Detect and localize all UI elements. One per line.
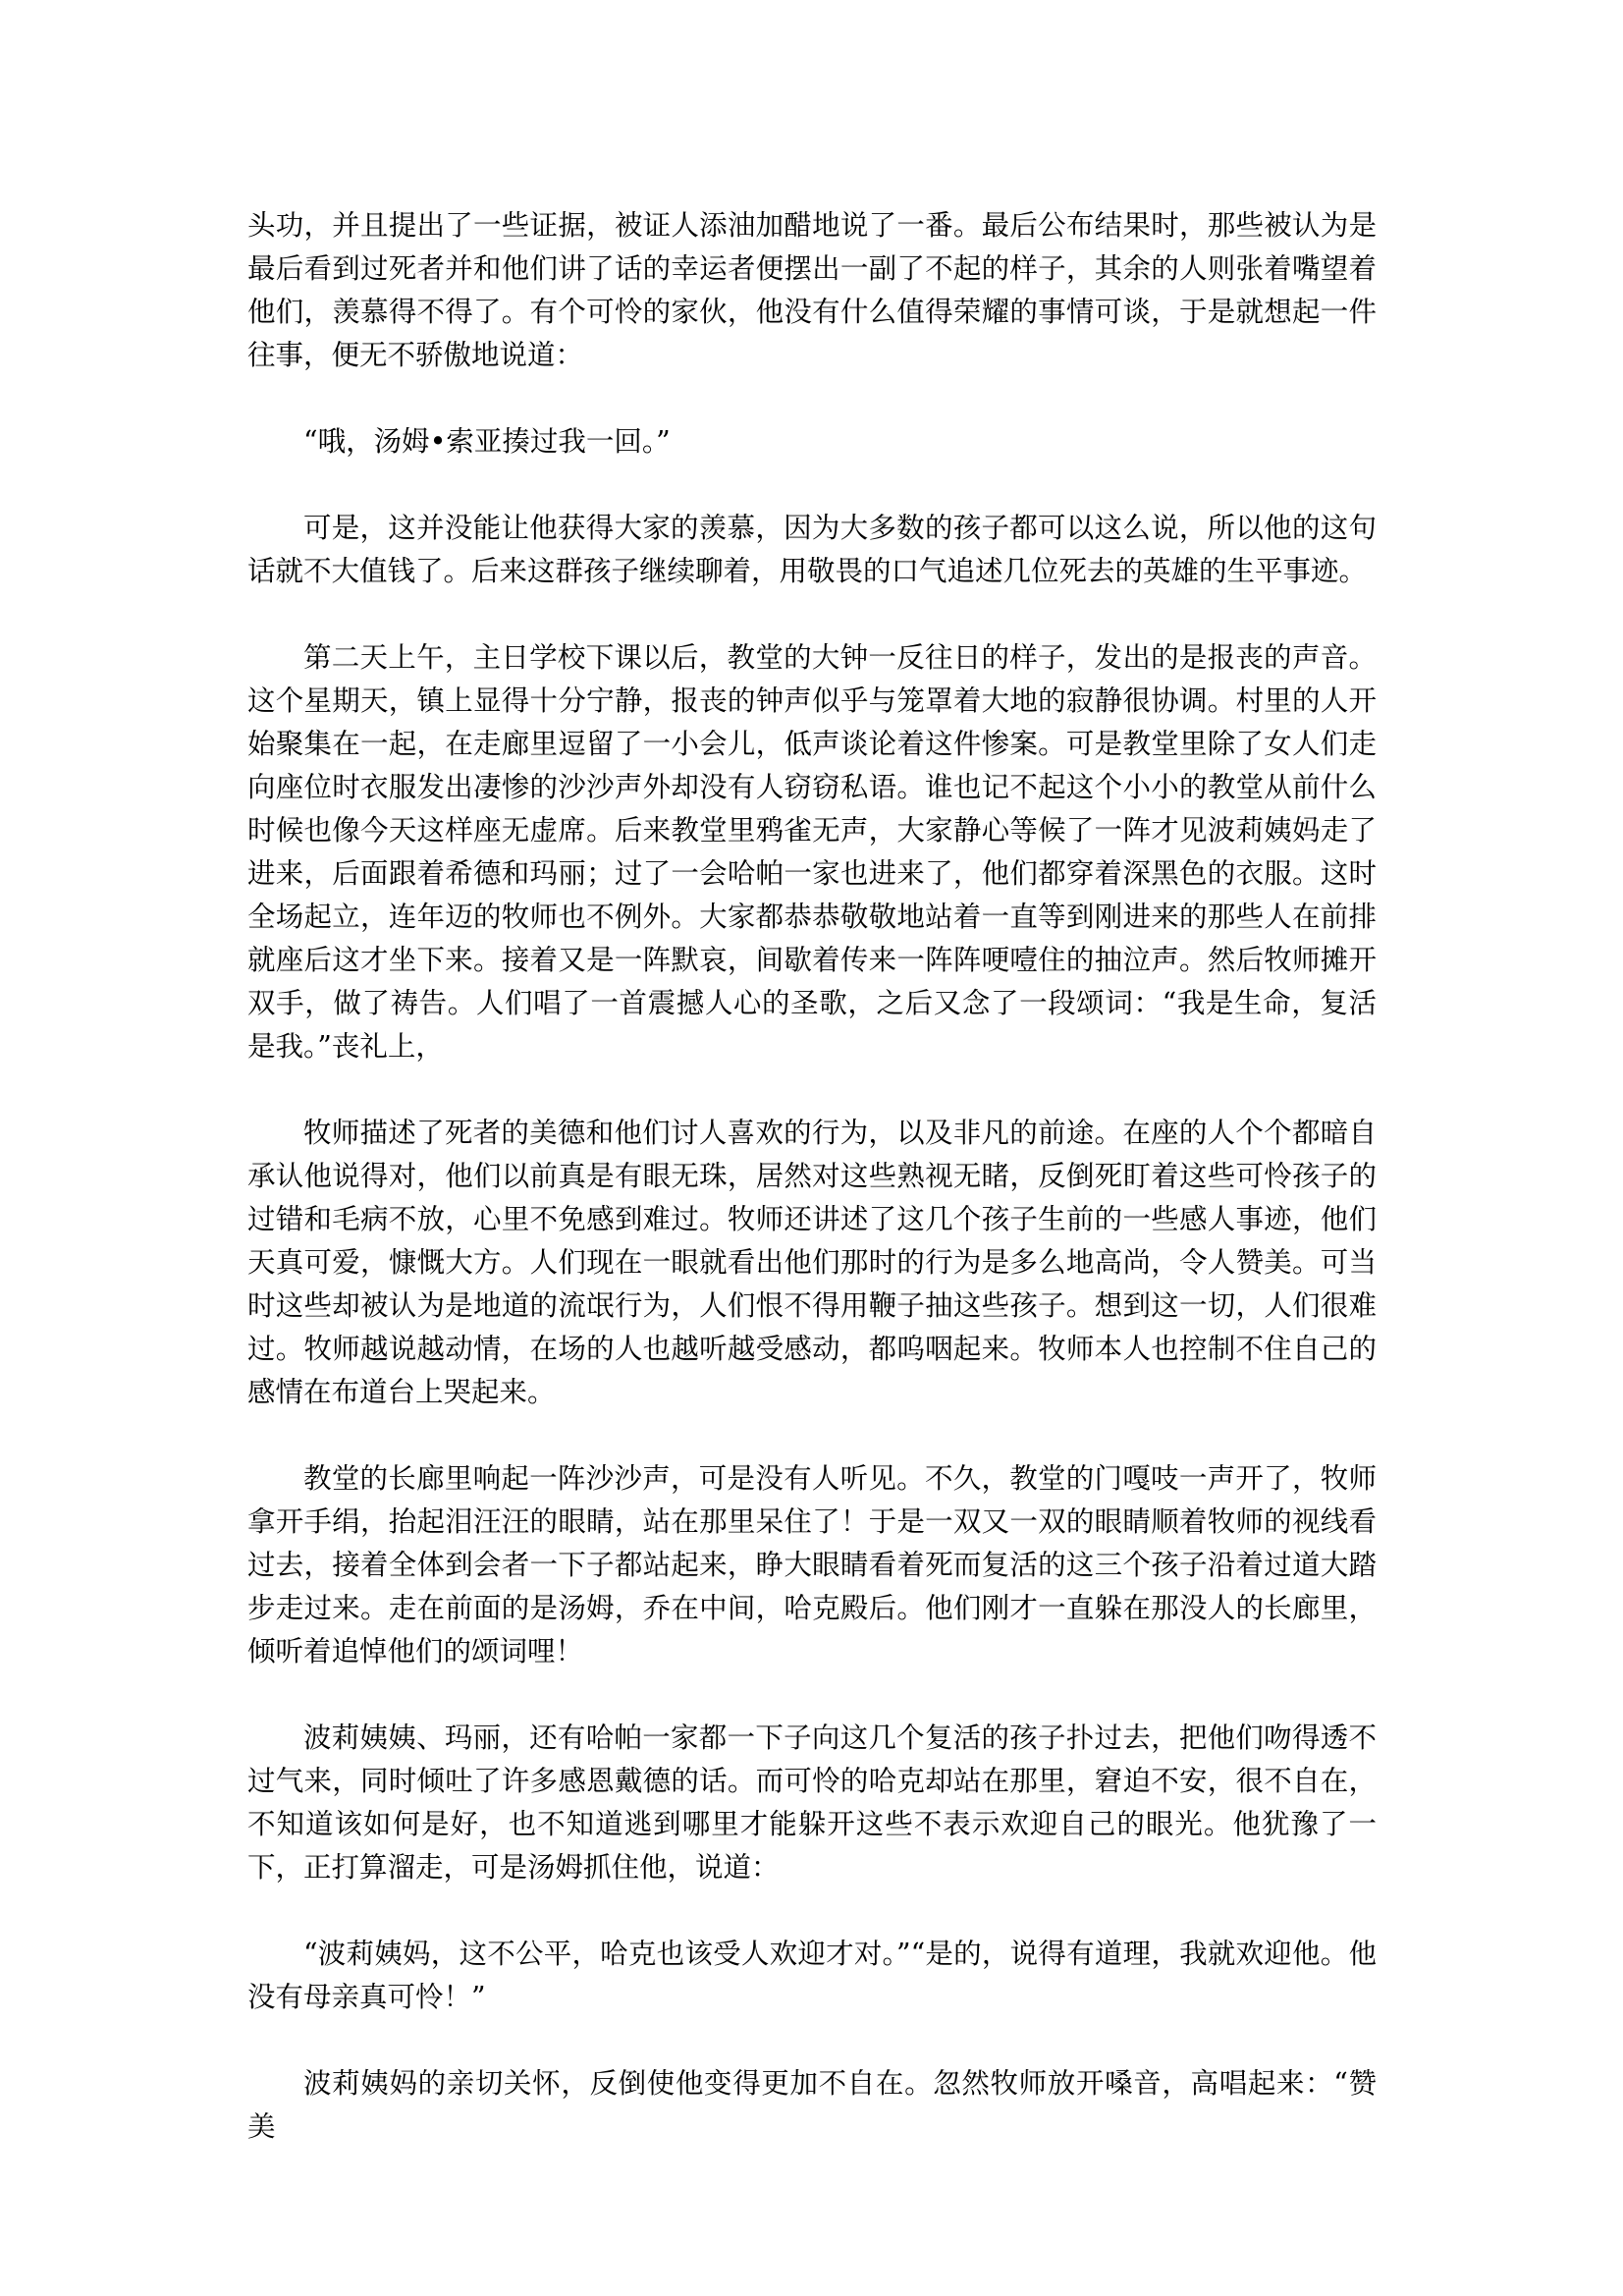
- paragraph-closing-hymn: 波莉姨妈的亲切关怀，反倒使他变得更加不自在。忽然牧师放开嗓音，高唱起来：“赞 美: [247, 2067, 1377, 2143]
- paragraph-minister-eulogy: 牧师描述了死者的美德和他们讨人喜欢的行为，以及非凡的前途。在座的人个个都暗自承认他说得对，他们以前真是有眼无珠，居然对这些熟视无睹，反倒死盯着这些可怜孩子的过错和毛病不放，心里不免感到难过。牧师还讲述了这几个孩子生前的一些感人事迹，他们天真可爱，慷慨大方。人们现在一眼就看出他们那时的行为是多么地高尚，令人赞美。可当时这些却被认为是地道的流氓行为，人们恨不得用鞭子抽这些孩子。想到这一切，人们很难过。牧师越说越动情，在场的人也越听越受感动，都呜咽起来。牧师本人也控制不住自己的感情在布道台上哭起来。: [247, 1117, 1377, 1408]
- paragraph-boys-return: 教堂的长廊里响起一阵沙沙声，可是没有人听见。不久，教堂的门嘎吱一声开了，牧师拿开手绢，抬起泪汪汪的眼睛，站在那里呆住了！于是一双又一双的眼睛顺着牧师的视线看过去，接着全体到会者一下子都站起来，睁大眼睛看着死而复活的这三个孩子沿着过道大踏步走过来。走在前面的是汤姆，乔在中间，哈克殿后。他们刚才一直躲在那没人的长廊里，倾听着追悼他们的颂词哩！: [247, 1462, 1377, 1667]
- paragraph-dialogue-welcome-huck: “波莉姨妈，这不公平，哈克也该受人欢迎才对。”“是的，说得有道理，我就欢迎他。他没有母亲真可怜！”: [247, 1938, 1377, 2013]
- paragraph-dialogue-tom-quote: “哦，汤姆•索亚揍过我一回。”: [303, 425, 671, 458]
- paragraph-continuation: 头功，并且提出了一些证据，被证人添油加醋地说了一番。最后公布结果时，那些被认为是最后看到过死者并和他们讲了话的幸运者便摆出一副了不起的样子，其余的人则张着嘴望着他们，羡慕得不得了。有个可怜的家伙，他没有什么值得荣耀的事情可谈，于是就想起一件往事，便无不骄傲地说道：: [247, 209, 1377, 371]
- paragraph-envy: 可是，这并没能让他获得大家的羡慕，因为大多数的孩子都可以这么说，所以他的这句话就不大值钱了。后来这群孩子继续聊着，用敬畏的口气追述几位死去的英雄的生平事迹。: [247, 512, 1377, 587]
- paragraph-funeral-morning: 第二天上午，主日学校下课以后，教堂的大钟一反往日的样子，发出的是报丧的声音。这个星期天，镇上显得十分宁静，报丧的钟声似乎与笼罩着大地的寂静很协调。村里的人开始聚集在一起，在走廊里逗留了一小会儿，低声谈论着这件惨案。可是教堂里除了女人们走向座位时衣服发出凄惨的沙沙声外却没有人窃窃私语。谁也记不起这个小小的教堂从前什么时候也像今天这样座无虚席。后来教堂里鸦雀无声，大家静心等候了一阵才见波莉姨妈走了进来，后面跟着希德和玛丽；过了一会哈帕一家也进来了，他们都穿着深黑色的衣服。这时全场起立，连年迈的牧师也不例外。大家都恭恭敬敬地站着一直等到刚进来的那些人在前排就座后这才坐下来。接着又是一阵默哀，间歇着传来一阵阵哽噎住的抽泣声。然后牧师摊开双手，做了祷告。人们唱了一首震撼人心的圣歌，之后又念了一段颂词：“我是生命，复活是我。”丧礼上，: [247, 641, 1377, 1063]
- document-body: [247, 204, 1377, 2149]
- paragraph-family-reunion: 波莉姨姨、玛丽，还有哈帕一家都一下子向这几个复活的孩子扑过去，把他们吻得透不过气来，同时倾吐了许多感恩戴德的话。而可怜的哈克却站在那里，窘迫不安，很不自在，不知道该如何是好，也不知道逃到哪里才能躲开这些不表示欢迎自己的眼光。他犹豫了一下，正打算溜走，可是汤姆抓住他，说道：: [247, 1722, 1377, 1884]
